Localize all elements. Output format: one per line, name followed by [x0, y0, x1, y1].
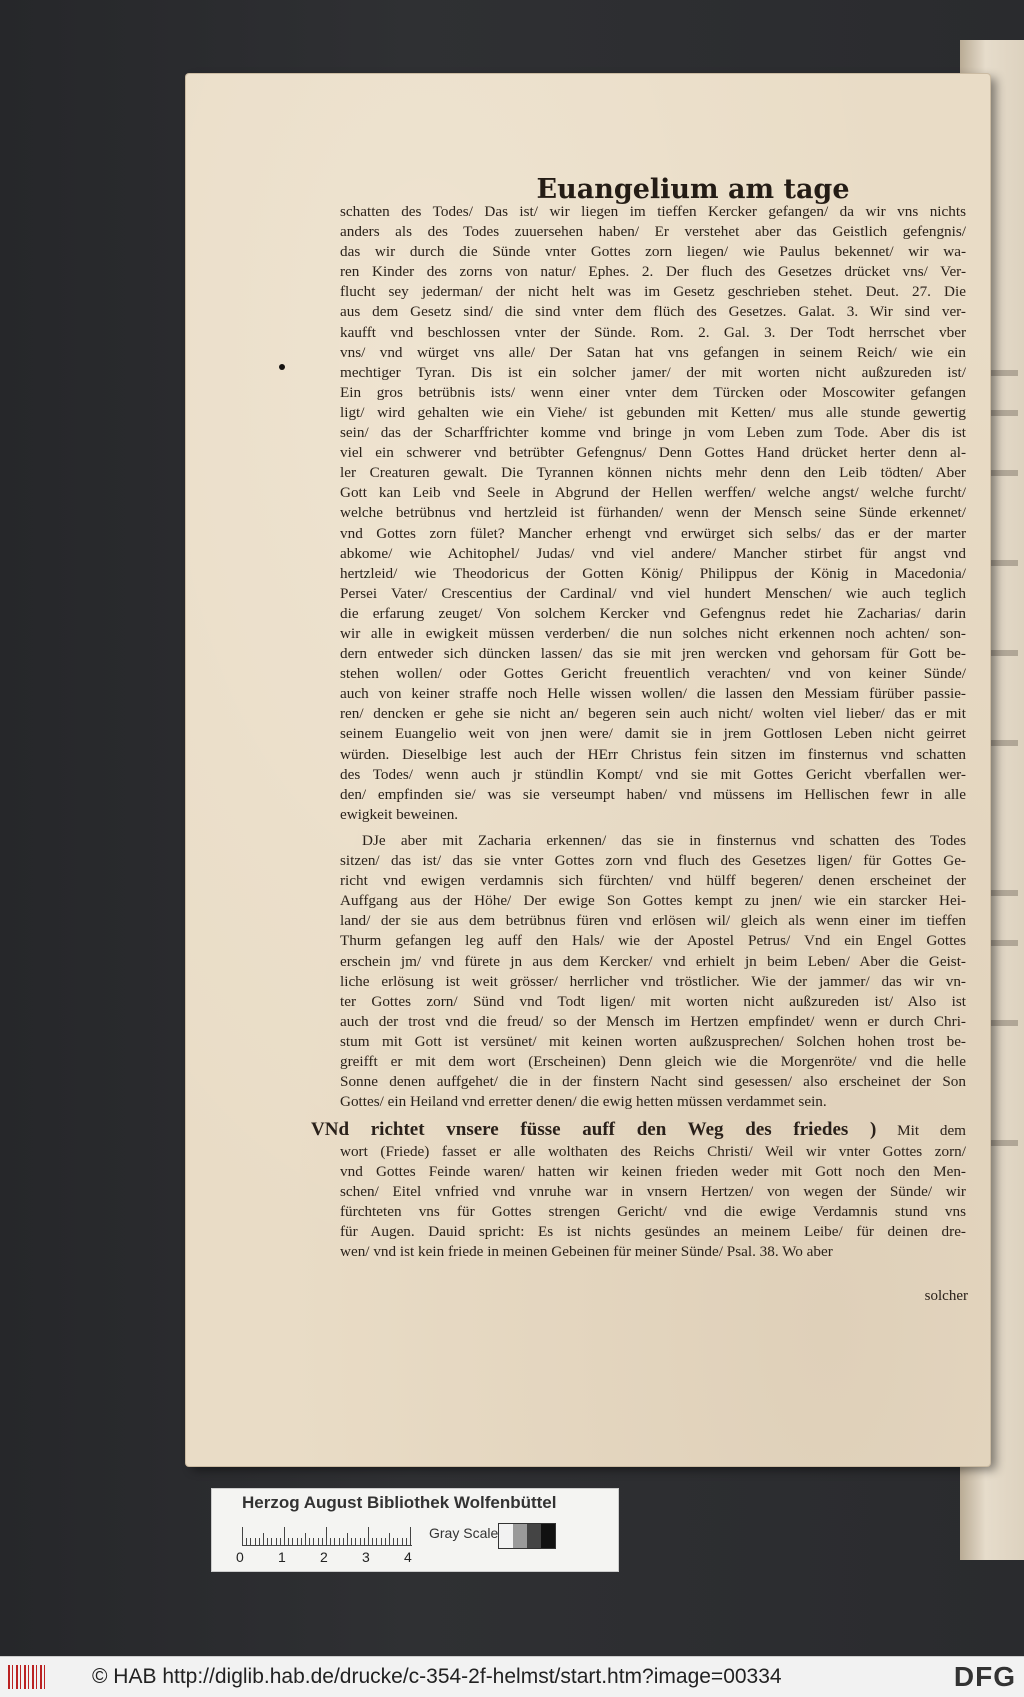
text-line: hertzleid/ wie Theodoricus der Gotten König/ Philippus der König in Macedonia/	[340, 564, 966, 582]
ruler-tick	[410, 1527, 411, 1545]
book-page	[186, 74, 990, 1466]
text-line: land/ der sie aus dem betrübnus füren vnd erlösen wil/ gleich als wenn einer im tieffen	[340, 912, 966, 930]
scale-card	[211, 1488, 619, 1572]
ruler-number: 4	[404, 1549, 412, 1565]
ruler-number: 1	[278, 1549, 286, 1565]
text-line: erschein jm/ vnd fürete jn aus dem Kercker/ vnd erhielt jn beim Leben/ Aber die Geist-	[340, 952, 966, 970]
text-line: ligt/ wird gehalten wie ein Viehe/ ist gebunden mit Ketten/ mus alle stunde gewertig	[340, 403, 966, 421]
ruler-number: 2	[320, 1549, 328, 1565]
library-title: Herzog August Bibliothek Wolfenbüttel	[242, 1493, 557, 1512]
text-line: DJe aber mit Zacharia erkennen/ das sie in finsternus vnd schatten des Todes	[362, 832, 966, 849]
text-line: anders als des Todes zuuersehen haben/ Er verstehet aber das Geistlich gefengnis/	[340, 223, 966, 241]
ruler-tick	[334, 1538, 335, 1545]
ruler-tick	[397, 1538, 398, 1545]
text-line: ler Creaturen gewalt. Die Tyrannen können nichts mehr denn den Leib tödten/ Aber	[340, 464, 966, 482]
text-line: das wir durch die Sünde vnter Gottes zorn liegen/ wie Paulus bekennet/ wir wa-	[340, 243, 966, 261]
text-line: liche erlösung ist weit grösser/ herrlicher vnd tröstlicher. Wie der jammer/ das wir vn-	[340, 972, 966, 990]
ruler-tick	[389, 1533, 390, 1545]
ruler-tick	[372, 1538, 373, 1545]
ruler-number: 0	[236, 1549, 244, 1565]
ruler-tick	[355, 1538, 356, 1545]
text-line: wort (Friede) fasset er alle wolthaten des Reichs Christi/ Weil wir vnter Gottes zorn/	[340, 1143, 966, 1160]
ruler-tick	[280, 1538, 281, 1545]
paragraph-3-lead: VNd richtet vnsere füsse auff den Weg des friedes )	[311, 1119, 877, 1140]
text-line: Gott kan Leib vnd Seele in Abgrund der Hellen werffen/ welche angst/ welche furcht/	[340, 484, 966, 502]
ruler-tick	[339, 1538, 340, 1545]
text-line: wir alle in ewigkeit müssen verderben/ die nun solches nicht erkennen noch achten/ son-	[340, 624, 966, 642]
ruler-tick	[385, 1538, 386, 1545]
paragraph-1	[340, 202, 966, 825]
text-line: wen/ vnd ist kein friede in meinen Gebeinen für meiner Sünde/ Psal. 38. Wo aber	[340, 1243, 833, 1261]
ruler-tick	[326, 1527, 327, 1545]
gray-scale-label: Gray Scale	[429, 1525, 499, 1541]
ruler-tick	[309, 1538, 310, 1545]
ruler-tick	[318, 1538, 319, 1545]
gray-scale-swatch	[498, 1523, 556, 1549]
text-line: schatten des Todes/ Das ist/ wir liegen im tieffen Kercker gefangen/ da wir vns nichts	[340, 203, 966, 220]
ruler-tick	[301, 1538, 302, 1545]
text-line: sein/ das der Scharffrichter komme vnd bringe jn vom Leben zum Tode. Aber dis ist	[340, 424, 966, 442]
text-line: dern entweder sich düncken lassen/ das sie mit jren wercken vnd gehorsam für Gott be-	[340, 645, 966, 663]
ruler-tick	[368, 1527, 369, 1545]
paragraph-3-lead-tail: Mit dem	[897, 1122, 966, 1139]
catchword: solcher	[924, 1288, 968, 1304]
text-line: richt vnd ewigen verdamnis sich fürchten/ vnd hülff begeren/ denen erscheinet der	[340, 872, 966, 890]
ruler-tick	[271, 1538, 272, 1545]
ruler-tick	[364, 1538, 365, 1545]
text-line: abkome/ wie Achitophel/ Judas/ vnd viel andere/ Mancher stirbet für angst vnd	[340, 544, 966, 562]
ruler-tick	[351, 1538, 352, 1545]
text-line: ren/ dencken er gehe sie nicht an/ begeren sein auch nicht/ wolten viel lieber/ das er mit	[340, 705, 966, 723]
text-line: Auffgang aus der Höhe/ Der ewige Son Gottes kempt zu jnen/ wie ein starcker Hei-	[340, 892, 966, 910]
text-line: greifft er mit dem wort (Erscheinen) Denn gleich wie die Morgenröte/ vnd die helle	[340, 1053, 966, 1071]
text-line: ter Gottes zorn/ Sünd vnd Todt ligen/ mit worten nicht außzureden ist/ Also ist	[340, 992, 966, 1010]
ruler-tick	[406, 1538, 407, 1545]
ruler-tick	[376, 1538, 377, 1545]
page-heading: Euangelium am tage	[536, 174, 850, 205]
text-line: stehen wollen/ oder Gottes Gericht freuentlich verachten/ vnd von keiner Sünde/	[340, 665, 966, 683]
text-line: Gottes/ ein Heiland vnd erretter denen/ die ewig hetten müssen verdammet sein.	[340, 1093, 827, 1111]
text-line: für Augen. Dauid spricht: Es ist nichts gesündes an meinem Leibe/ für deinen dre-	[340, 1223, 966, 1241]
footer-bar	[0, 1656, 1024, 1697]
ruler-tick	[284, 1527, 285, 1545]
ruler-tick	[288, 1538, 289, 1545]
text-line: vns/ vnd würget vns alle/ Der Satan hat vns gefangen in seinem Reich/ wie ein	[340, 343, 966, 361]
text-line: mechtiger Tyran. Dis ist ein solcher jamer/ der mit worten nicht außzureden ist/	[340, 363, 966, 381]
text-line: schen/ Eitel vnfried vnd vnruhe war in vnsern Hertzen/ von wegen der Sünde/ wir	[340, 1183, 966, 1201]
ruler-tick	[250, 1538, 251, 1545]
text-line: auch von keiner straffe noch Helle wissen wollen/ die lassen den Messiam fürüber passie-	[340, 685, 966, 703]
paragraph-3-lead-line	[311, 1118, 966, 1142]
text-line: aus dem Gesetz sind/ die sind vnter dem flüch des Gesetzes. Galat. 3. Wir sind ver-	[340, 303, 966, 321]
text-line: seinem Euangelio weit von jnen were/ damit sie in jrem Gottlosen Leben nicht geirret	[340, 725, 966, 743]
ruler-tick	[246, 1538, 247, 1545]
paragraph-3	[311, 1118, 966, 1263]
ruler-tick	[276, 1538, 277, 1545]
ruler-tick	[292, 1538, 293, 1545]
source-citation[interactable]: © HAB http://diglib.hab.de/drucke/c-354-2f-helmst/start.htm?image=00334	[92, 1665, 782, 1688]
text-line: welche betrübnus vnd hertzleid ist fürhanden/ wenn der Mensch seine Sünde erkennet/	[340, 504, 966, 522]
text-line: den/ empfinden sie/ was sie verseumpt haben/ vnd müssens im Hellischen fewr in alle	[340, 785, 966, 803]
text-line: die erfarung zeuget/ Von solchem Kercker vnd Gefengnus redet hie Zacharias/ darin	[340, 604, 966, 622]
ruler-tick	[360, 1538, 361, 1545]
ruler-tick	[330, 1538, 331, 1545]
text-line: vnd Gottes zorn fület? Mancher erhengt vnd erwürget sich selbs/ das er der marter	[340, 524, 966, 542]
text-line: flucht sey jederman/ der nicht helt was im Gesetz geschrieben stehet. Deut. 27. Die	[340, 283, 966, 301]
ruler-tick	[242, 1527, 243, 1545]
paragraph-2	[340, 831, 966, 1112]
text-line: Persei Vater/ Crescentius der Cardinal/ vnd viel hundert Menschen/ wie auch teglich	[340, 584, 966, 602]
ruler-tick	[305, 1533, 306, 1545]
ruler-tick	[255, 1538, 256, 1545]
text-line: viel ein schwerer vnd betrübter Gefengnus/ Denn Gottes Hand drücket herter denn al-	[340, 444, 966, 462]
text-line: sitzen/ das ist/ das sie vnter Gottes zorn vnd fluch des Gesetzes ligen/ für Gottes Ge-	[340, 852, 966, 870]
ruler-tick	[381, 1538, 382, 1545]
ruler-tick	[267, 1538, 268, 1545]
text-line: kaufft vnd beschlossen vnter der Sünde. Rom. 2. Gal. 3. Der Todt herrschet vber	[340, 323, 966, 341]
dfg-logo: DFG	[953, 1661, 1016, 1692]
ruler-tick	[313, 1538, 314, 1545]
ruler-tick	[259, 1538, 260, 1545]
text-line: fürchteten vns für Gottes strengen Gericht/ vnd die ewige Verdamnis stund vns	[340, 1203, 966, 1221]
ruler-tick	[322, 1538, 323, 1545]
ruler-tick	[263, 1533, 264, 1545]
text-line: vnd Gottes Feinde waren/ hatten wir keinen frieden weder mit Gott noch den Men-	[340, 1163, 966, 1181]
ruler-tick	[297, 1538, 298, 1545]
margin-dot	[279, 364, 285, 370]
text-line: auch der trost vnd die freud/ so der Mensch im Hertzen empfindet/ wenn er durch Chri-	[340, 1012, 966, 1030]
text-line: ewigkeit beweinen.	[340, 805, 459, 823]
ruler-number: 3	[362, 1549, 370, 1565]
text-line: Ein gros betrübnis ists/ wenn einer vnter dem Türcken oder Moscowiter gefangen	[340, 383, 966, 401]
text-line: des Todes/ wenn auch jr stündlin Kompt/ vnd sie mit Gottes Gericht vberfallen wer-	[340, 765, 966, 783]
ruler	[242, 1525, 412, 1546]
ruler-tick	[402, 1538, 403, 1545]
barcode-icon	[8, 1665, 48, 1689]
ruler-tick	[343, 1538, 344, 1545]
text-line: stum mit Gott ist versünet/ mit keinen worten außzusprechen/ Solchen hohen trost be-	[340, 1032, 966, 1050]
text-line: Thurm gefangen leg auff den Hals/ wie der Apostel Petrus/ Vnd ein Engel Gottes	[340, 932, 966, 950]
ruler-tick	[393, 1538, 394, 1545]
text-line: Sonne denen auffgehet/ die in der finstern Nacht sind gesessen/ also erscheinet der Son	[340, 1073, 966, 1091]
ruler-tick	[347, 1533, 348, 1545]
text-line: würden. Dieselbige lest auch der HErr Christus fein sitzen im finsternus vnd schatten	[340, 745, 966, 763]
text-line: ren Kinder des zorns von natur/ Ephes. 2. Der fluch des Gesetzes drücket vns/ Ver-	[340, 263, 966, 281]
